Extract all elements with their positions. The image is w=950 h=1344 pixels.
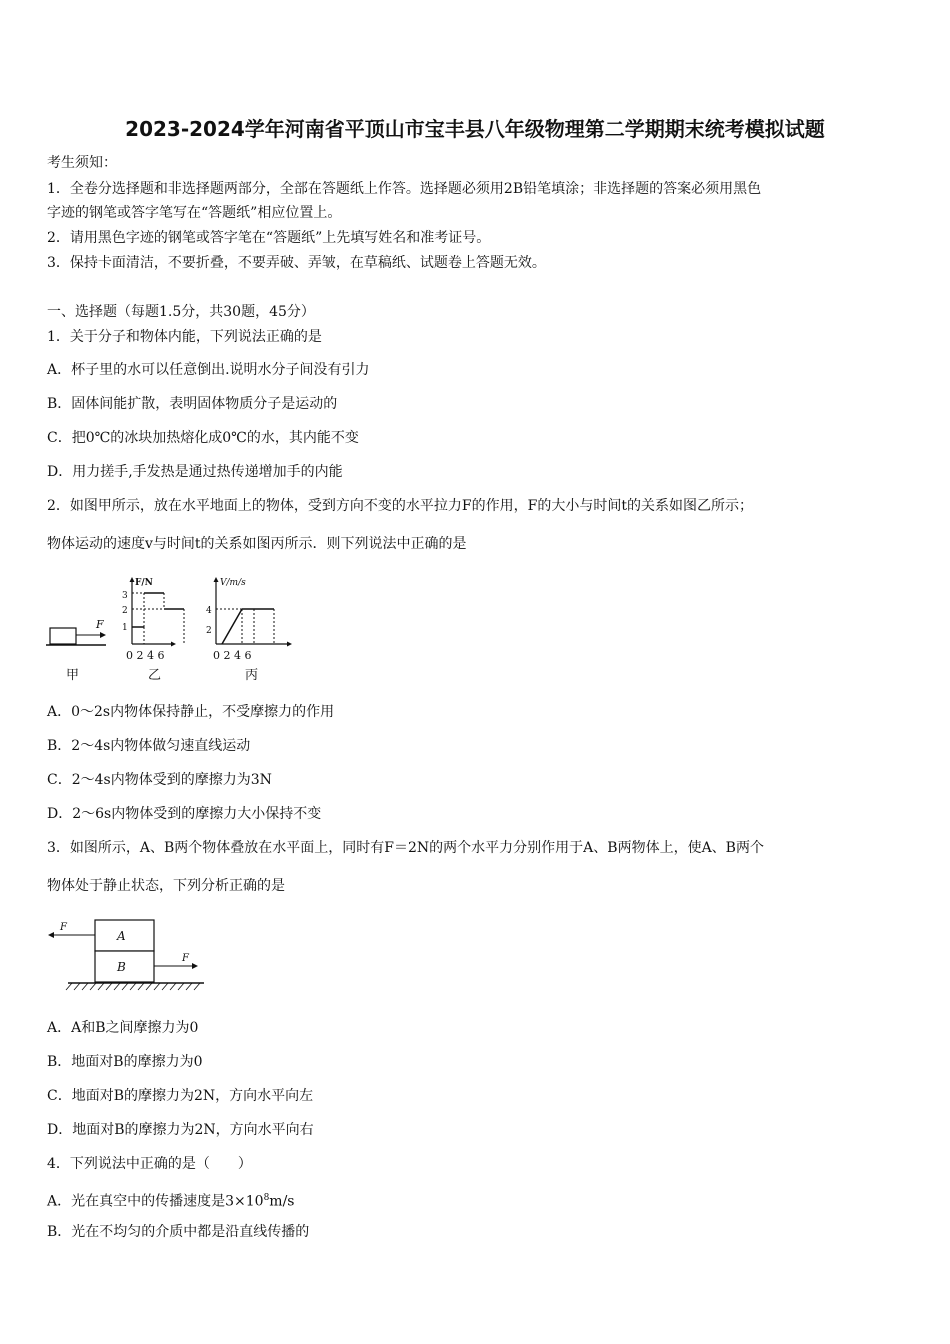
page-title: 2023-2024学年河南省平顶山市宝丰县八年级物理第二学期期末统考模拟试题: [125, 117, 825, 141]
q2-option-a: A．0～2s内物体保持静止，不受摩擦力的作用: [47, 704, 335, 720]
q2-option-b: B．2～4s内物体做匀速直线运动: [47, 738, 251, 754]
q2-option-c: C．2～4s内物体受到的摩擦力为3N: [47, 772, 272, 788]
jia-arrow-head: [100, 632, 106, 638]
bing-y-label: V/m/s: [220, 578, 246, 588]
force-right-label: F: [182, 953, 189, 964]
bing-caption: 丙: [245, 668, 259, 683]
yi-y-label: F/N: [135, 578, 153, 588]
q3-option-c: C．地面对B的摩擦力为2N，方向水平向左: [47, 1088, 314, 1104]
force-right-head: [192, 963, 198, 969]
notice-item: 2．请用黑色字迹的钢笔或答字笔在“答题纸”上先填写姓名和准考证号。: [47, 230, 491, 246]
q4-option-a: [47, 1189, 294, 1211]
q1-option-a: A．杯子里的水可以任意倒出.说明水分子间没有引力: [47, 362, 370, 378]
yi-x-arrow: [171, 642, 176, 647]
q2-option-d: D．2～6s内物体受到的摩擦力大小保持不变: [47, 806, 322, 822]
notice-item: 字迹的钢笔或答字笔写在“答题纸”相应位置上。: [47, 205, 342, 221]
jia-force-label: F: [96, 618, 104, 631]
q4-stem: 4．下列说法中正确的是（ ）: [47, 1156, 252, 1172]
q1-option-b: B．固体间能扩散，表明固体物质分子是运动的: [47, 396, 338, 412]
q4-option-a-exponent: 8: [263, 1193, 270, 1203]
q3-stem-line1: 3．如图所示，A、B两个物体叠放在水平面上，同时有F＝2N的两个水平力分别作用于A、B两物体上，使A、B两个: [47, 840, 764, 856]
q4-option-a-text: A．光在真空中的传播速度是3×10: [47, 1193, 264, 1210]
q1-option-d: D．用力搓手,手发热是通过热传递增加手的内能: [47, 464, 343, 480]
q4-option-a-unit: m/s: [269, 1193, 295, 1210]
ground-hatching: [66, 983, 200, 990]
yi-caption: 乙: [148, 668, 162, 683]
yi-xticks: 0 2 4 6: [126, 649, 165, 662]
yi-ytick-3: 3: [122, 591, 128, 601]
notice-heading: 考生须知：: [47, 155, 117, 171]
q4-option-b: B．光在不均匀的介质中都是沿直线传播的: [47, 1224, 310, 1240]
bing-rising-line: [222, 609, 242, 644]
jia-caption: 甲: [66, 668, 80, 683]
q3-figure: [40, 912, 210, 994]
bing-ytick-2: 2: [206, 626, 212, 636]
q2-figure: [40, 572, 300, 684]
force-left-label: F: [60, 922, 67, 933]
q2-stem-line2: 物体运动的速度v与时间t的关系如图丙所示．则下列说法中正确的是: [47, 536, 467, 552]
bing-xticks: 0 2 4 6: [213, 649, 252, 662]
q3-option-a: A．A和B之间摩擦力为0: [47, 1020, 199, 1036]
bing-y-arrow: [214, 577, 219, 582]
block-b-label: B: [117, 960, 126, 974]
yi-ytick-1: 1: [122, 623, 128, 633]
q3-option-d: D．地面对B的摩擦力为2N，方向水平向右: [47, 1122, 314, 1138]
q1-stem: 1．关于分子和物体内能，下列说法正确的是: [47, 329, 322, 345]
q1-option-c: C．把0℃的冰块加热熔化成0℃的水，其内能不变: [47, 430, 359, 446]
section-heading: 一、选择题（每题1.5分，共30题，45分）: [47, 304, 315, 320]
force-left-head: [48, 932, 54, 938]
yi-y-arrow: [130, 577, 135, 582]
q3-option-b: B．地面对B的摩擦力为0: [47, 1054, 203, 1070]
notice-item: 1．全卷分选择题和非选择题两部分，全部在答题纸上作答。选择题必须用2B铅笔填涂；非选择题的答案必须用黑色: [47, 181, 762, 197]
jia-block: [50, 628, 76, 644]
yi-ytick-2: 2: [122, 606, 128, 616]
notice-item: 3．保持卡面清洁，不要折叠，不要弄破、弄皱，在草稿纸、试题卷上答题无效。: [47, 255, 546, 271]
bing-x-arrow: [287, 642, 292, 647]
q3-stem-line2: 物体处于静止状态，下列分析正确的是: [47, 878, 285, 894]
bing-ytick-4: 4: [206, 606, 212, 616]
q2-stem-line1: 2．如图甲所示，放在水平地面上的物体，受到方向不变的水平拉力F的作用，F的大小与时间t的关系如图乙所示；: [47, 498, 753, 514]
block-a-label: A: [117, 929, 126, 943]
